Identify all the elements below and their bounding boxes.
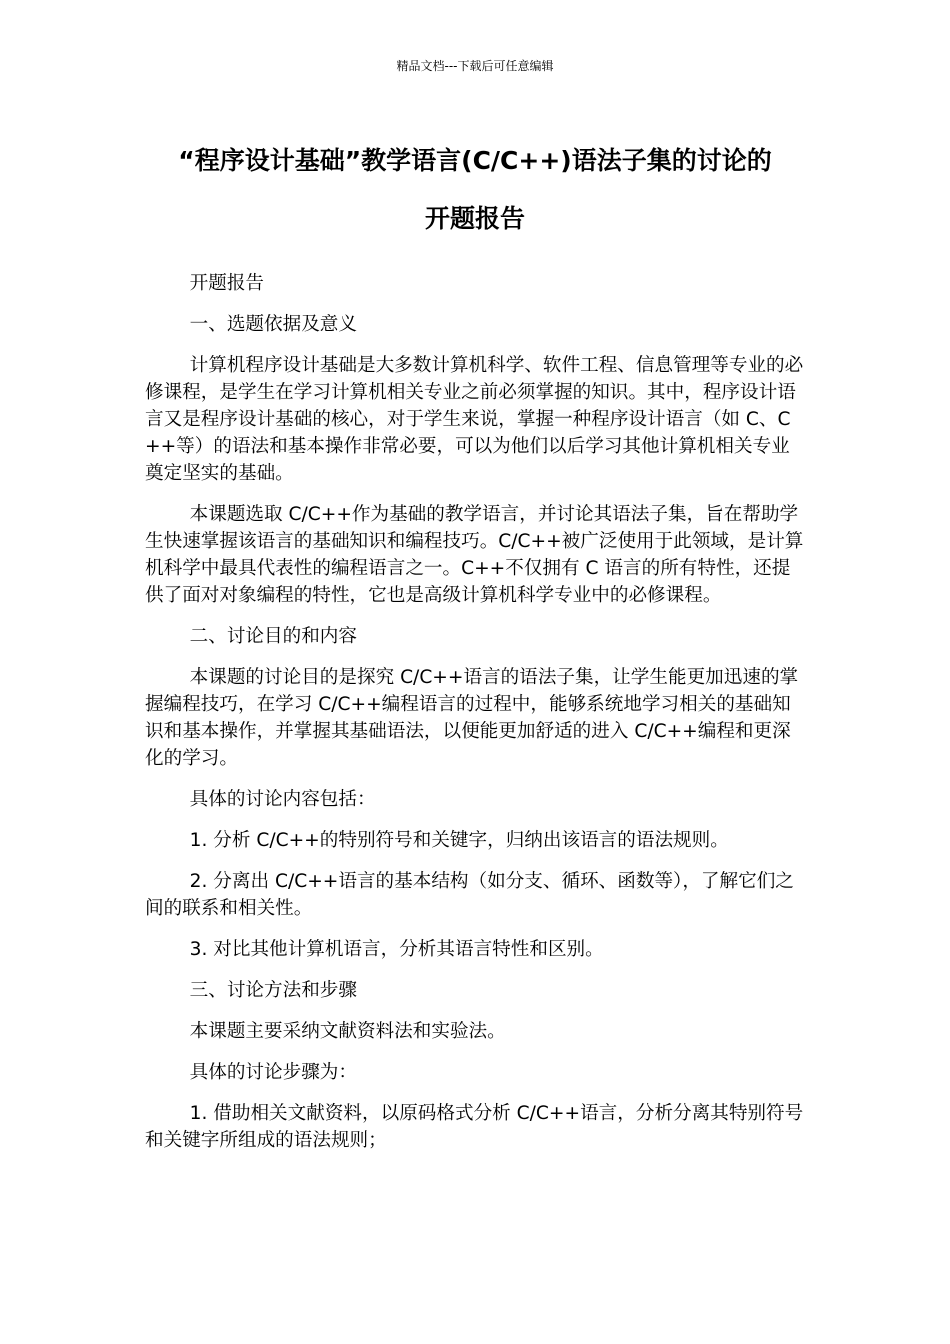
document-title-line-2: 开题报告 — [424, 204, 525, 233]
paragraph-methods: 本课题主要采纳文献资料法和实验法。 — [189, 1021, 506, 1042]
document-body — [145, 270, 805, 1168]
paragraph-steps-intro: 具体的讨论步骤为： — [189, 1062, 357, 1083]
paragraph-basis-topic: 本课题选取 C/C++作为基础的教学语言，并讨论其语法子集，旨在帮助学生快速掌握该语言的基础知识和编程技巧。C/C++被广泛使用于此领域，是计算机科学中最具代表性的编程语言之一。C++不仅拥有 C 语言的所有特性，还提供了面对对象编程的特性，它也是高级计算机科学专业中的必修课程。 — [145, 504, 804, 606]
page-header: 精品文档---下载后可任意编辑 — [396, 59, 554, 73]
list-item-content-2: 2. 分离出 C/C++语言的基本结构（如分支、循环、函数等），了解它们之间的联系和相关性。 — [145, 871, 794, 919]
section-heading-methods: 三、讨论方法和步骤 — [189, 980, 357, 1001]
paragraph-purpose: 本课题的讨论目的是探究 C/C++语言的语法子集，让学生能更加迅速的掌握编程技巧，在学习 C/C++编程语言的过程中，能够系统地学习相关的基础知识和基本操作，并掌握其基础语法，以便能更加舒适的进入 C/C++编程和更深化的学习。 — [145, 667, 799, 769]
document-title-line-1: “程序设计基础”教学语言(C/C++)语法子集的讨论的 — [178, 146, 772, 175]
list-item-step-1: 1. 借助相关文献资料，以原码格式分析 C/C++语言，分析分离其特别符号和关键字所组成的语法规则； — [145, 1103, 804, 1151]
paragraph-basis-intro: 计算机程序设计基础是大多数计算机科学、软件工程、信息管理等专业的必修课程，是学生在学习计算机相关专业之前必须掌握的知识。其中，程序设计语言又是程序设计基础的核心，对于学生来说，掌握一种程序设计语言（如 C、C++等）的语法和基本操作非常必要，可以为他们以后学习其他计算机相关专业奠定坚实的基础。 — [145, 355, 804, 484]
list-item-content-1: 1. 分析 C/C++的特别符号和关键字，归纳出该语言的语法规则。 — [189, 830, 729, 851]
document-title — [100, 132, 850, 248]
section-heading-purpose: 二、讨论目的和内容 — [189, 626, 357, 647]
paragraph-content-intro: 具体的讨论内容包括： — [189, 789, 376, 810]
section-label-report: 开题报告 — [189, 273, 265, 294]
section-heading-basis: 一、选题依据及意义 — [189, 314, 357, 335]
list-item-content-3: 3. 对比其他计算机语言，分析其语言特性和区别。 — [189, 939, 604, 960]
